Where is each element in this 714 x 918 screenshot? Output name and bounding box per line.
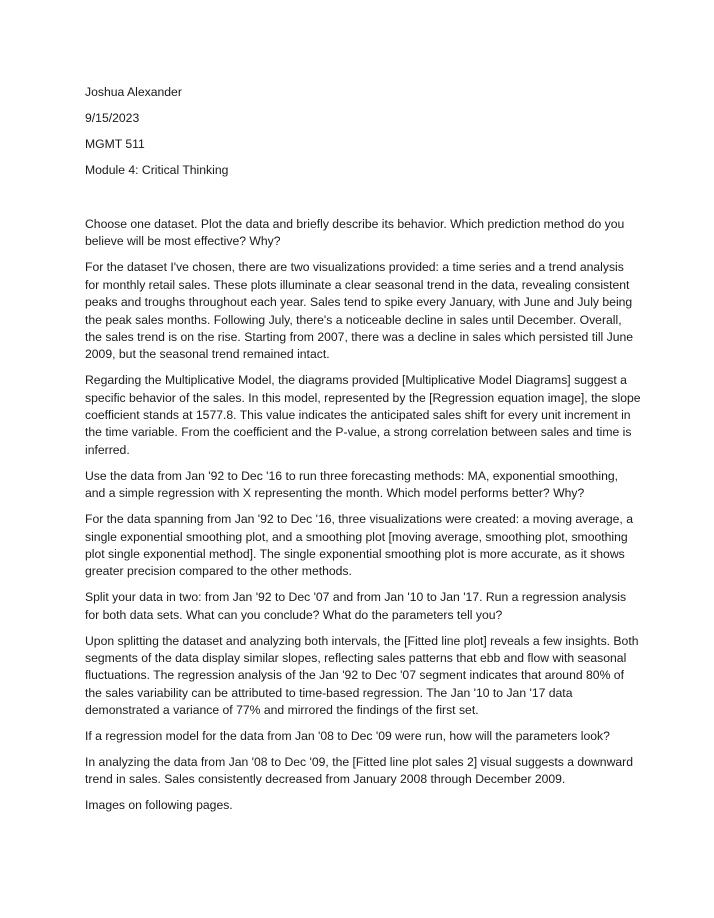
answer-1: For the dataset I've chosen, there are two visualizations provided: a time series and a trend analysis for monthly retail sales. These plots illuminate a clear seasonal trend in the data, revealing consistent peaks and troughs throughout each year. Sales tend to spike every January, with June and July being the peak sales months. Following July, there's a noticeable decline in sales until December. Overall, the sales trend is on the rise. Starting from 2007, there was a decline in sales which persisted till June 2009, but the seasonal trend remained intact. (85, 260, 634, 362)
question-2: Use the data from Jan '92 to Dec '16 to run three forecasting methods: MA, exponential smoothing, and a simple regression with X representing the month. Which model performs better? Why? (85, 468, 619, 501)
document-date: 9/15/2023 (85, 111, 140, 125)
answer-1-continued: Regarding the Multiplicative Model, the diagrams provided [Multiplicative Model Diagrams] suggest a specific behavior of the sales. In this model, represented by the [Regression equation image], the slope coefficient stands at 1577.8. This value indicates the anticipated sales shift for every unit increment in the time variable. From the coefficient and the P-value, a strong correlation between sales and time is inferred. (85, 373, 641, 457)
author-name: Joshua Alexander (85, 85, 182, 99)
question-3: Split your data in two: from Jan '92 to Dec '07 and from Jan '10 to Jan '17. Run a regression analysis for both data sets. What can you conclude? What do the parameters tell you? (85, 590, 627, 622)
document-header (85, 84, 645, 188)
answer-3: Upon splitting the dataset and analyzing both intervals, the [Fitted line plot] reveals a few insights. Both segments of the data display similar slopes, reflecting sales patterns that ebb and flow with seasonal fluctuations. The regression analysis of the Jan '92 to Dec '07 segment indicates that around 80% of the sales variability can be attributed to time-based regression. The Jan '10 to Jan '17 data demonstrated a variance of 77% and mirrored the findings of the first set. (85, 633, 639, 718)
question-4: If a regression model for the data from Jan '08 to Dec '09 were run, how will the parameters look? (85, 729, 610, 744)
assignment-title: Module 4: Critical Thinking (85, 163, 229, 177)
question-1: Choose one dataset. Plot the data and briefly describe its behavior. Which prediction method do you believe will be most effective? Why? (85, 217, 625, 249)
course-code: MGMT 511 (85, 137, 145, 151)
closing-note: Images on following pages. (85, 798, 233, 813)
answer-4: In analyzing the data from Jan '08 to Dec '09, the [Fitted line plot sales 2] visual suggests a downward trend in sales. Sales consistently decreased from January 2008 through December 2009. (85, 754, 633, 787)
document-body (85, 216, 641, 823)
answer-2: For the data spanning from Jan '92 to Dec '16, three visualizations were created: a moving average, a single exponential smoothing plot, and a smoothing plot [moving average, smoothing plot, smoothing plot single exponential method]. The single exponential smoothing plot is more accurate, as it shows greater precision compared to the other methods. (85, 512, 633, 579)
